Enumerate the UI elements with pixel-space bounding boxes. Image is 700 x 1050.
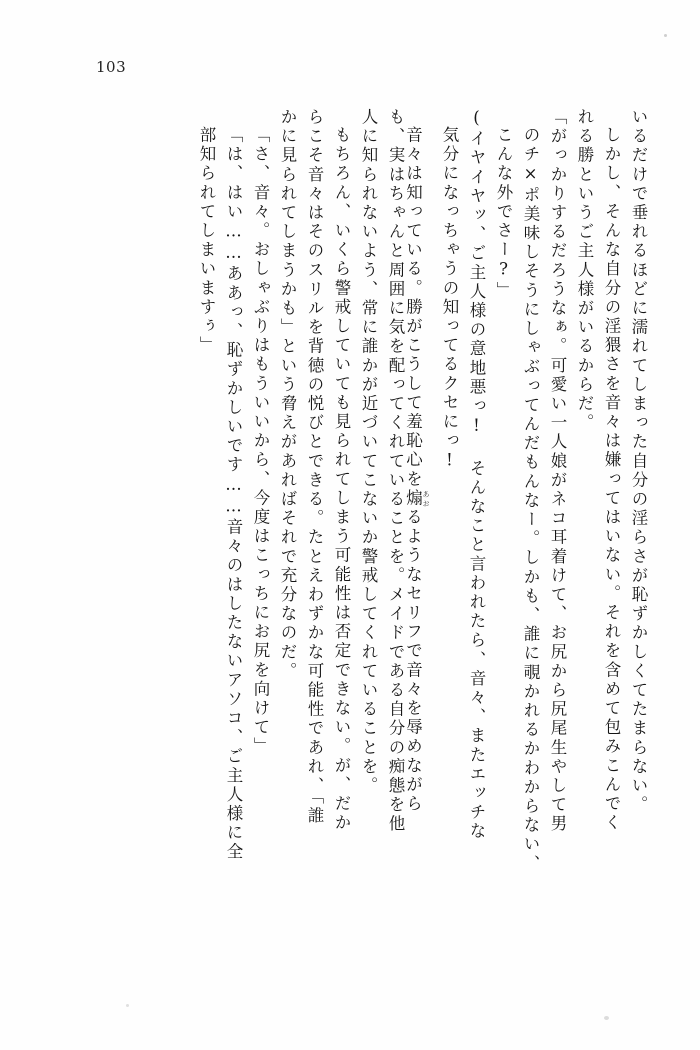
text-column: こんな外でさー?」	[494, 126, 513, 301]
text-column: しかし、そんな自分の淫猥さを音々は嫌ってはいない。それを含めて包みこんでく	[602, 126, 621, 833]
paper-speck	[604, 1016, 609, 1020]
text-column: 「さ、音々。おしゃぶりはもういいから、今度はこっちにお尻を向けて」	[251, 126, 270, 757]
page-number: 103	[96, 58, 127, 76]
text-column: 「は、はい……ああっ、恥ずかしいです……音々のはしたないアソコ、ご主人様に全	[224, 126, 243, 862]
text-column: 部知られてしまいますぅ」	[197, 126, 216, 356]
text-column: (イヤイヤッ、ご主人様の意地悪っ! そんなこと言われたら、音々、またエッチな	[467, 108, 486, 842]
text-column: れる勝というご主人様がいるからだ。	[575, 108, 594, 433]
text-column: かに見られてしまうかも」という脅えがあればそれで充分なのだ。	[278, 108, 297, 681]
text-column: 「がっかりするだろうなぁ。可愛い一人娘がネコ耳着けて、お尻から尻尾生やして男	[548, 108, 567, 834]
text-column: 人に知られないよう、常に誰かが近づいてこないか警戒してくれていることを。	[359, 108, 378, 796]
text-column: も、実はちゃんと周囲に気を配ってくれていることを。メイドである自分の痴態を他	[386, 108, 405, 834]
text-column: らこそ音々はそのスリルを背徳の悦びとできる。たとえわずかな可能性であれ、「誰	[305, 108, 324, 826]
text-column: いるだけで垂れるほどに濡れてしまった自分の淫らさが恥ずかしくてたまらない。	[629, 108, 648, 815]
text-column: 音々は知っている。勝がこうして羞恥心を煽 あおるようなセリフで音々を辱めながら	[403, 126, 430, 814]
paper-speck	[126, 1004, 129, 1007]
text-column: のチ×ポ美味しそうにしゃぶってんだもんなー。しかも、誰に覗かれるかわからない、	[521, 126, 540, 874]
text-column: もちろん、いくら警戒していても見られてしまう可能性は否定できない。が、だか	[332, 126, 351, 833]
vertical-text-block	[60, 108, 646, 988]
text-column: 気分になっちゃうの知ってるクセにっ!	[440, 126, 459, 473]
paper-speck	[664, 34, 667, 37]
